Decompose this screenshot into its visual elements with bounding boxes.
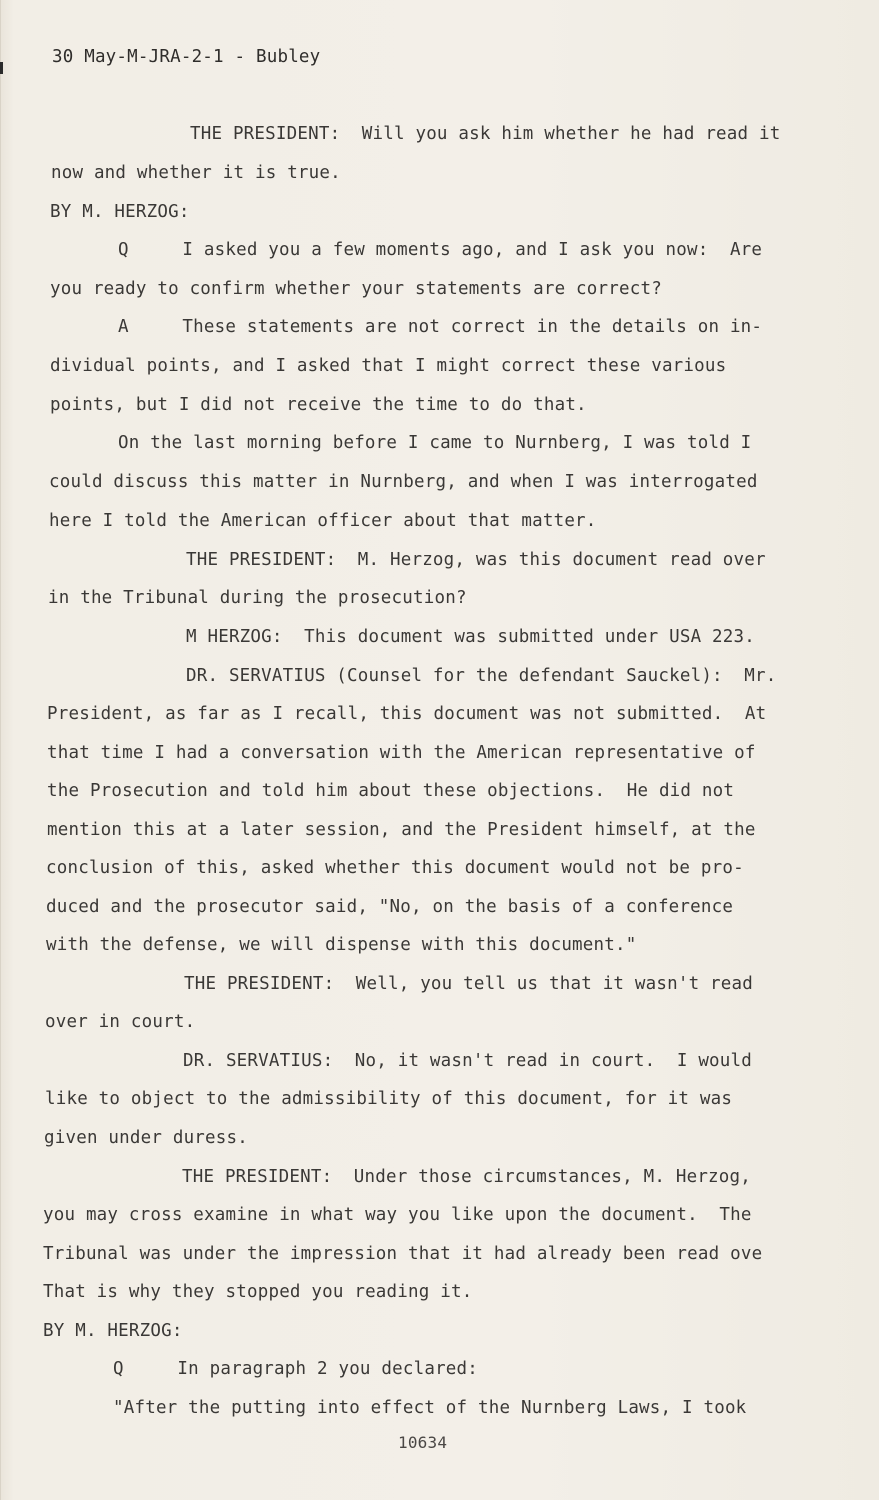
text-line: M HERZOG: This document was submitted under USA 223. (186, 627, 756, 647)
text-line: over in court. (45, 1012, 196, 1032)
text-line: DR. SERVATIUS (Counsel for the defendant Sauckel): Mr. (186, 666, 777, 686)
text-line: Q In paragraph 2 you declared: (113, 1359, 479, 1379)
text-line: conclusion of this, asked whether this document would not be pro- (46, 858, 744, 878)
text-line: THE PRESIDENT: Well, you tell us that it wasn't read (184, 974, 754, 994)
text-line: that time I had a conversation with the American representative of (47, 743, 756, 763)
text-line: Tribunal was under the impression that it had already been read ove (43, 1244, 763, 1264)
margin-mark (0, 62, 3, 74)
text-line: That is why they stopped you reading it. (43, 1282, 473, 1302)
text-line: the Prosecution and told him about these objections. He did not (47, 781, 735, 801)
text-line: Q I asked you a few moments ago, and I ask you now: Are (118, 240, 763, 260)
text-line: BY M. HERZOG: (43, 1321, 183, 1341)
text-line: mention this at a later session, and the President himself, at the (47, 820, 756, 840)
text-line: you may cross examine in what way you like upon the document. The (43, 1205, 752, 1225)
text-line: with the defense, we will dispense with this document." (46, 935, 637, 955)
text-line: THE PRESIDENT: Will you ask him whether he had read it (190, 124, 781, 144)
page-header: 30 May-M-JRA-2-1 - Bubley (52, 47, 321, 67)
text-line: President, as far as I recall, this document was not submitted. At (47, 704, 767, 724)
text-line: On the last morning before I came to Nurnberg, I was told I (118, 433, 752, 453)
text-line: dividual points, and I asked that I might correct these various (50, 356, 727, 376)
text-line: "After the putting into effect of the Nurnberg Laws, I took (113, 1398, 747, 1418)
text-line: THE PRESIDENT: Under those circumstances, M. Herzog, (182, 1167, 752, 1187)
text-line: given under duress. (44, 1128, 248, 1148)
text-line: could discuss this matter in Nurnberg, and when I was interrogated (49, 472, 758, 492)
text-line: BY M. HERZOG: (50, 202, 190, 222)
text-line: you ready to confirm whether your statements are correct? (50, 279, 662, 299)
text-line: in the Tribunal during the prosecution? (48, 588, 467, 608)
text-line: duced and the prosecutor said, "No, on the basis of a conference (46, 897, 734, 917)
text-line: THE PRESIDENT: M. Herzog, was this document read over (186, 550, 766, 570)
page-edge (0, 0, 1, 1500)
text-line: here I told the American officer about that matter. (49, 511, 597, 531)
page-number: 10634 (398, 1433, 448, 1452)
text-line: A These statements are not correct in the details on in- (118, 317, 763, 337)
text-line: DR. SERVATIUS: No, it wasn't read in court. I would (183, 1051, 753, 1071)
text-line: now and whether it is true. (51, 163, 341, 183)
text-line: points, but I did not receive the time to do that. (50, 395, 587, 415)
text-line: like to object to the admissibility of this document, for it was (45, 1089, 733, 1109)
